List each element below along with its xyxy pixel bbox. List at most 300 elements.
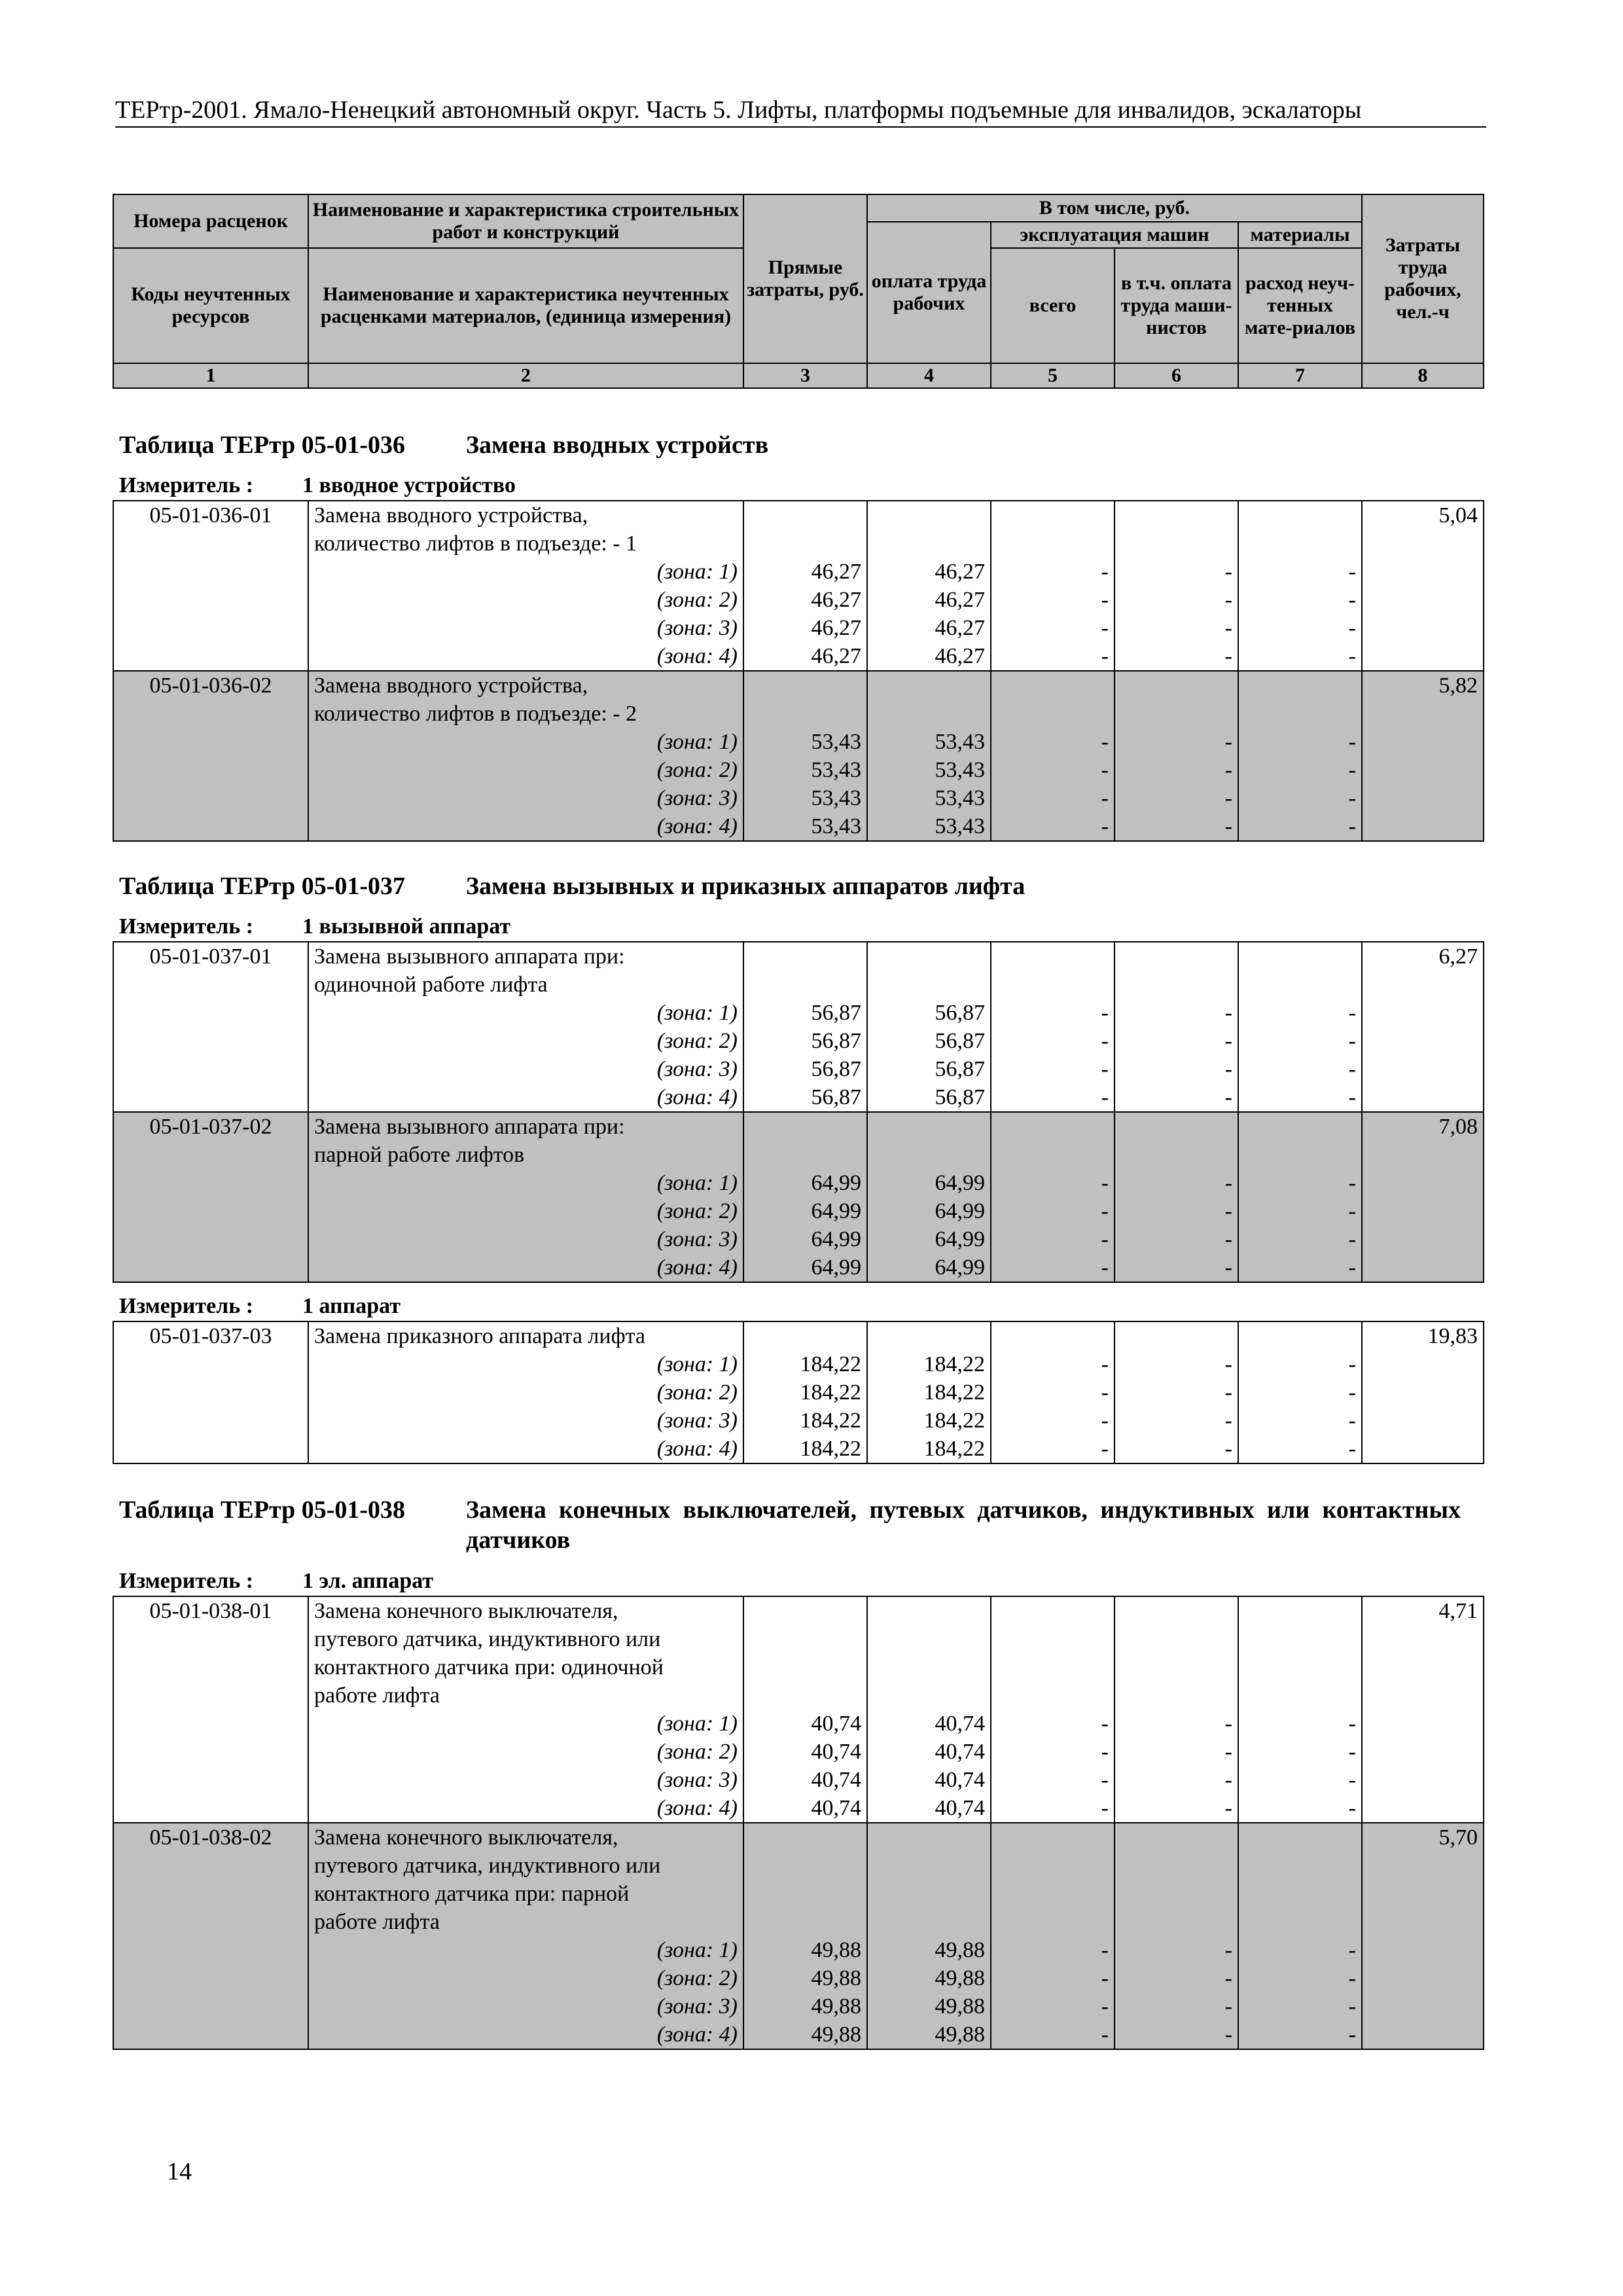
rate-description: путевого датчика, индуктивного или xyxy=(308,1625,743,1653)
direct-cost xyxy=(743,671,867,700)
materials-usage: - xyxy=(1238,784,1362,812)
rate-rows xyxy=(113,500,1484,842)
zone-label: (зона: 4) xyxy=(308,1794,743,1823)
table-name: Замена конечных выключателей, путевых датчиков, индуктивных или контактных датчиков xyxy=(466,1496,1461,1554)
machinist-pay: - xyxy=(1115,999,1238,1027)
labor-hours xyxy=(1362,1378,1484,1407)
zone-row xyxy=(113,1169,1484,1197)
materials-usage xyxy=(1238,671,1362,700)
machinist-pay: - xyxy=(1115,1350,1238,1378)
direct-cost: 56,87 xyxy=(743,1083,867,1112)
machinist-pay: - xyxy=(1115,558,1238,586)
rate-code xyxy=(113,1880,308,1908)
materials-usage: - xyxy=(1238,1083,1362,1112)
labor-pay xyxy=(867,1321,991,1350)
machines-total xyxy=(991,971,1115,999)
direct-cost: 56,87 xyxy=(743,999,867,1027)
zone-label: (зона: 1) xyxy=(308,728,743,756)
machinist-pay: - xyxy=(1115,812,1238,841)
zone-label: (зона: 3) xyxy=(308,1407,743,1435)
materials-usage xyxy=(1238,1596,1362,1625)
materials-usage xyxy=(1238,529,1362,558)
rate-code: 05-01-038-02 xyxy=(113,1823,308,1852)
labor-pay: 46,27 xyxy=(867,642,991,671)
materials-usage xyxy=(1238,1625,1362,1653)
machines-total: - xyxy=(991,1169,1115,1197)
meter-label: Измеритель : xyxy=(119,473,254,497)
zone-row xyxy=(113,1378,1484,1407)
machines-total: - xyxy=(991,586,1115,614)
zone-label: (зона: 1) xyxy=(308,1350,743,1378)
machines-total: - xyxy=(991,1936,1115,1964)
zone-row xyxy=(113,784,1484,812)
zone-label: (зона: 2) xyxy=(308,586,743,614)
rate-table xyxy=(113,1321,1483,1464)
materials-usage xyxy=(1238,1880,1362,1908)
machinist-pay: - xyxy=(1115,1710,1238,1738)
rate-code: 05-01-036-01 xyxy=(113,501,308,529)
direct-cost xyxy=(743,1908,867,1936)
rate-desc-row xyxy=(113,1321,1484,1350)
labor-hours xyxy=(1362,614,1484,642)
materials-usage: - xyxy=(1238,1964,1362,1992)
rate-code xyxy=(113,756,308,784)
labor-pay: 40,74 xyxy=(867,1710,991,1738)
zone-label: (зона: 2) xyxy=(308,756,743,784)
labor-hours: 19,83 xyxy=(1362,1321,1484,1350)
machines-total xyxy=(991,1596,1115,1625)
machines-total: - xyxy=(991,642,1115,671)
labor-hours xyxy=(1362,1625,1484,1653)
labor-hours: 5,82 xyxy=(1362,671,1484,700)
rate-description: парной работе лифтов xyxy=(308,1141,743,1169)
rate-code xyxy=(113,812,308,841)
header-machinist-pay: в т.ч. оплата труда маши-нистов xyxy=(1115,248,1238,363)
header-resource-codes: Коды неучтенных ресурсов xyxy=(113,248,308,363)
machines-total: - xyxy=(991,728,1115,756)
labor-hours xyxy=(1362,700,1484,728)
labor-hours xyxy=(1362,1055,1484,1083)
meter xyxy=(119,1568,433,1594)
machinist-pay xyxy=(1115,942,1238,971)
labor-hours xyxy=(1362,1141,1484,1169)
direct-cost xyxy=(743,700,867,728)
labor-hours xyxy=(1362,971,1484,999)
labor-hours xyxy=(1362,1083,1484,1112)
direct-cost xyxy=(743,1625,867,1653)
labor-hours: 5,04 xyxy=(1362,501,1484,529)
rate-desc-row xyxy=(113,1852,1484,1880)
rate-code: 05-01-037-02 xyxy=(113,1112,308,1141)
materials-usage: - xyxy=(1238,999,1362,1027)
rate-code xyxy=(113,1253,308,1282)
labor-hours: 6,27 xyxy=(1362,942,1484,971)
materials-usage xyxy=(1238,1823,1362,1852)
labor-pay xyxy=(867,971,991,999)
labor-pay: 53,43 xyxy=(867,728,991,756)
rate-description: Замена вызывного аппарата при: xyxy=(308,942,743,971)
table-number: Таблица ТЕРтр 05-01-036 xyxy=(119,431,406,459)
zone-label: (зона: 4) xyxy=(308,1253,743,1282)
machinist-pay: - xyxy=(1115,1225,1238,1253)
machines-total: - xyxy=(991,756,1115,784)
machines-total: - xyxy=(991,1992,1115,2020)
rate-desc-row xyxy=(113,1880,1484,1908)
zone-label: (зона: 3) xyxy=(308,1225,743,1253)
machines-total: - xyxy=(991,1027,1115,1055)
rate-description: Замена вводного устройства, xyxy=(308,501,743,529)
rate-code: 05-01-038-01 xyxy=(113,1596,308,1625)
rate-rows xyxy=(113,941,1484,1283)
zone-label: (зона: 3) xyxy=(308,1992,743,2020)
machinist-pay: - xyxy=(1115,1027,1238,1055)
machines-total: - xyxy=(991,1738,1115,1766)
direct-cost: 46,27 xyxy=(743,558,867,586)
rate-desc-row xyxy=(113,700,1484,728)
machinist-pay: - xyxy=(1115,1197,1238,1225)
machines-total: - xyxy=(991,1350,1115,1378)
zone-row xyxy=(113,728,1484,756)
zone-label: (зона: 4) xyxy=(308,1435,743,1463)
machinist-pay: - xyxy=(1115,1992,1238,2020)
machines-total xyxy=(991,501,1115,529)
materials-usage: - xyxy=(1238,756,1362,784)
zone-row xyxy=(113,756,1484,784)
machinist-pay: - xyxy=(1115,1766,1238,1794)
labor-hours xyxy=(1362,1738,1484,1766)
materials-usage: - xyxy=(1238,1253,1362,1282)
direct-cost: 184,22 xyxy=(743,1407,867,1435)
labor-hours: 7,08 xyxy=(1362,1112,1484,1141)
materials-usage xyxy=(1238,971,1362,999)
meter-unit: 1 эл. аппарат xyxy=(302,1569,434,1593)
labor-hours xyxy=(1362,1253,1484,1282)
labor-pay: 184,22 xyxy=(867,1378,991,1407)
materials-usage: - xyxy=(1238,1936,1362,1964)
machines-total: - xyxy=(991,1435,1115,1463)
zone-row xyxy=(113,586,1484,614)
direct-cost xyxy=(743,501,867,529)
labor-hours xyxy=(1362,1964,1484,1992)
zone-label: (зона: 3) xyxy=(308,784,743,812)
meter-unit: 1 аппарат xyxy=(302,1294,401,1318)
col-number: 6 xyxy=(1115,363,1238,388)
labor-pay: 40,74 xyxy=(867,1794,991,1823)
labor-hours xyxy=(1362,728,1484,756)
machinist-pay: - xyxy=(1115,1738,1238,1766)
table-title xyxy=(119,871,1025,901)
rate-desc-row xyxy=(113,1112,1484,1141)
page-header: ТЕРтр-2001. Ямало-Ненецкий автономный округ. Часть 5. Лифты, платформы подъемные для инвалидов, эскалаторы xyxy=(115,95,1486,128)
materials-usage: - xyxy=(1238,2020,1362,2049)
materials-usage xyxy=(1238,700,1362,728)
materials-usage: - xyxy=(1238,1766,1362,1794)
direct-cost xyxy=(743,529,867,558)
labor-pay xyxy=(867,1141,991,1169)
rate-code xyxy=(113,1681,308,1710)
rate-description: контактного датчика при: одиночной xyxy=(308,1653,743,1681)
rate-code xyxy=(113,1625,308,1653)
direct-cost: 53,43 xyxy=(743,756,867,784)
labor-pay xyxy=(867,1625,991,1653)
zone-row xyxy=(113,1055,1484,1083)
machinist-pay xyxy=(1115,529,1238,558)
labor-pay xyxy=(867,501,991,529)
materials-usage xyxy=(1238,501,1362,529)
direct-cost xyxy=(743,971,867,999)
rate-code xyxy=(113,1908,308,1936)
rate-code xyxy=(113,971,308,999)
labor-pay: 64,99 xyxy=(867,1253,991,1282)
machinist-pay xyxy=(1115,971,1238,999)
meter-label: Измеритель : xyxy=(119,1569,254,1593)
machinist-pay xyxy=(1115,1852,1238,1880)
machines-total xyxy=(991,1681,1115,1710)
rate-desc-row xyxy=(113,1625,1484,1653)
zone-label: (зона: 2) xyxy=(308,1964,743,1992)
zone-row xyxy=(113,1794,1484,1823)
materials-usage: - xyxy=(1238,812,1362,841)
labor-hours xyxy=(1362,1852,1484,1880)
labor-hours xyxy=(1362,1350,1484,1378)
machines-total: - xyxy=(991,1378,1115,1407)
labor-pay: 184,22 xyxy=(867,1407,991,1435)
zone-row xyxy=(113,2020,1484,2049)
labor-hours xyxy=(1362,642,1484,671)
rate-rows xyxy=(113,1321,1484,1464)
zone-label: (зона: 4) xyxy=(308,812,743,841)
labor-hours xyxy=(1362,586,1484,614)
rate-desc-row xyxy=(113,1596,1484,1625)
rate-code xyxy=(113,1794,308,1823)
rate-code xyxy=(113,642,308,671)
labor-hours xyxy=(1362,1794,1484,1823)
labor-hours xyxy=(1362,1197,1484,1225)
rate-code: 05-01-037-01 xyxy=(113,942,308,971)
zone-row xyxy=(113,1225,1484,1253)
materials-usage: - xyxy=(1238,558,1362,586)
machinist-pay: - xyxy=(1115,784,1238,812)
column-header-table xyxy=(113,194,1484,389)
machines-total xyxy=(991,1625,1115,1653)
labor-pay: 40,74 xyxy=(867,1738,991,1766)
machines-total: - xyxy=(991,812,1115,841)
zone-row xyxy=(113,642,1484,671)
labor-hours xyxy=(1362,784,1484,812)
labor-hours xyxy=(1362,812,1484,841)
labor-hours xyxy=(1362,558,1484,586)
materials-usage xyxy=(1238,1852,1362,1880)
labor-pay: 49,88 xyxy=(867,1992,991,2020)
header-materials: материалы xyxy=(1238,222,1362,248)
machines-total: - xyxy=(991,1253,1115,1282)
labor-pay: 53,43 xyxy=(867,812,991,841)
zone-label: (зона: 4) xyxy=(308,1083,743,1112)
direct-cost: 64,99 xyxy=(743,1253,867,1282)
direct-cost: 56,87 xyxy=(743,1055,867,1083)
zone-row xyxy=(113,1083,1484,1112)
direct-cost: 40,74 xyxy=(743,1766,867,1794)
labor-hours xyxy=(1362,1992,1484,2020)
direct-cost: 40,74 xyxy=(743,1710,867,1738)
machines-total: - xyxy=(991,999,1115,1027)
machinist-pay: - xyxy=(1115,1169,1238,1197)
meter xyxy=(119,1293,401,1319)
zone-label: (зона: 2) xyxy=(308,1197,743,1225)
rate-code xyxy=(113,529,308,558)
labor-pay: 64,99 xyxy=(867,1169,991,1197)
direct-cost xyxy=(743,1681,867,1710)
materials-usage: - xyxy=(1238,1169,1362,1197)
zone-label: (зона: 2) xyxy=(308,1027,743,1055)
materials-usage xyxy=(1238,1681,1362,1710)
direct-cost: 49,88 xyxy=(743,2020,867,2049)
header-material-names: Наименование и характеристика неучтенных расценками материалов, (единица измерения) xyxy=(308,248,743,363)
machines-total xyxy=(991,1852,1115,1880)
labor-hours xyxy=(1362,1407,1484,1435)
machinist-pay xyxy=(1115,501,1238,529)
header-direct-costs: Прямые затраты, руб. xyxy=(743,194,867,363)
rate-desc-row xyxy=(113,1681,1484,1710)
zone-label: (зона: 1) xyxy=(308,1169,743,1197)
rate-code xyxy=(113,558,308,586)
col-number: 7 xyxy=(1238,363,1362,388)
rate-code: 05-01-036-02 xyxy=(113,671,308,700)
materials-usage: - xyxy=(1238,1027,1362,1055)
col-number: 5 xyxy=(991,363,1115,388)
zone-label: (зона: 3) xyxy=(308,614,743,642)
machinist-pay xyxy=(1115,1823,1238,1852)
rate-code xyxy=(113,1083,308,1112)
direct-cost: 64,99 xyxy=(743,1169,867,1197)
labor-pay xyxy=(867,1908,991,1936)
materials-usage: - xyxy=(1238,1378,1362,1407)
direct-cost xyxy=(743,1653,867,1681)
labor-pay: 53,43 xyxy=(867,784,991,812)
meter-unit: 1 вводное устройство xyxy=(302,473,516,497)
labor-hours xyxy=(1362,756,1484,784)
direct-cost xyxy=(743,1596,867,1625)
machines-total xyxy=(991,1141,1115,1169)
col-number: 1 xyxy=(113,363,308,388)
zone-row xyxy=(113,1253,1484,1282)
labor-pay: 56,87 xyxy=(867,1055,991,1083)
labor-hours xyxy=(1362,1936,1484,1964)
labor-hours xyxy=(1362,1027,1484,1055)
header-labor-hours: Затраты труда рабочих, чел.-ч xyxy=(1362,194,1484,363)
rate-rows xyxy=(113,1596,1484,2050)
materials-usage xyxy=(1238,1321,1362,1350)
labor-pay xyxy=(867,1852,991,1880)
machinist-pay xyxy=(1115,1880,1238,1908)
machinist-pay xyxy=(1115,1321,1238,1350)
direct-cost: 40,74 xyxy=(743,1738,867,1766)
labor-pay xyxy=(867,1112,991,1141)
col-number: 3 xyxy=(743,363,867,388)
labor-hours xyxy=(1362,529,1484,558)
machinist-pay xyxy=(1115,1141,1238,1169)
machines-total: - xyxy=(991,784,1115,812)
labor-pay: 46,27 xyxy=(867,558,991,586)
machinist-pay: - xyxy=(1115,2020,1238,2049)
materials-usage: - xyxy=(1238,1710,1362,1738)
header-materials-usage: расход неуч-тенных мате-риалов xyxy=(1238,248,1362,363)
direct-cost: 46,27 xyxy=(743,642,867,671)
labor-hours xyxy=(1362,999,1484,1027)
labor-hours: 5,70 xyxy=(1362,1823,1484,1852)
zone-row xyxy=(113,999,1484,1027)
machinist-pay xyxy=(1115,1625,1238,1653)
page-number: 14 xyxy=(167,2158,192,2185)
materials-usage: - xyxy=(1238,1435,1362,1463)
rate-code xyxy=(113,586,308,614)
machinist-pay: - xyxy=(1115,1794,1238,1823)
labor-pay: 56,87 xyxy=(867,999,991,1027)
labor-pay xyxy=(867,1681,991,1710)
direct-cost: 46,27 xyxy=(743,586,867,614)
rate-description: работе лифта xyxy=(308,1681,743,1710)
col-number: 8 xyxy=(1362,363,1484,388)
materials-usage: - xyxy=(1238,642,1362,671)
machines-total xyxy=(991,942,1115,971)
materials-usage xyxy=(1238,1141,1362,1169)
rate-code xyxy=(113,1407,308,1435)
direct-cost xyxy=(743,1880,867,1908)
zone-row xyxy=(113,1197,1484,1225)
rate-code xyxy=(113,728,308,756)
rate-code xyxy=(113,700,308,728)
machinist-pay: - xyxy=(1115,1936,1238,1964)
rate-desc-row xyxy=(113,942,1484,971)
rate-code xyxy=(113,1992,308,2020)
zone-label: (зона: 2) xyxy=(308,1738,743,1766)
table-title xyxy=(119,1495,1461,1555)
machines-total: - xyxy=(991,1407,1115,1435)
machines-total: - xyxy=(991,1055,1115,1083)
zone-label: (зона: 1) xyxy=(308,999,743,1027)
labor-pay: 64,99 xyxy=(867,1197,991,1225)
zone-row xyxy=(113,1738,1484,1766)
rate-code xyxy=(113,1766,308,1794)
machines-total: - xyxy=(991,1225,1115,1253)
col-number: 4 xyxy=(867,363,991,388)
zone-label: (зона: 1) xyxy=(308,1710,743,1738)
machinist-pay xyxy=(1115,1596,1238,1625)
materials-usage: - xyxy=(1238,1350,1362,1378)
rate-code xyxy=(113,1197,308,1225)
rate-code xyxy=(113,1141,308,1169)
rate-code xyxy=(113,2020,308,2049)
zone-row xyxy=(113,1964,1484,1992)
machinist-pay: - xyxy=(1115,1407,1238,1435)
table-title xyxy=(119,430,768,460)
machines-total: - xyxy=(991,1964,1115,1992)
labor-pay: 46,27 xyxy=(867,586,991,614)
table-number: Таблица ТЕРтр 05-01-037 xyxy=(119,872,406,900)
machines-total xyxy=(991,671,1115,700)
materials-usage: - xyxy=(1238,586,1362,614)
zone-row xyxy=(113,812,1484,841)
machinist-pay: - xyxy=(1115,1055,1238,1083)
table-name: Замена вводных устройств xyxy=(466,431,769,459)
labor-pay: 53,43 xyxy=(867,756,991,784)
zone-row xyxy=(113,1766,1484,1794)
direct-cost xyxy=(743,1321,867,1350)
rate-code xyxy=(113,1169,308,1197)
machines-total: - xyxy=(991,1083,1115,1112)
labor-pay xyxy=(867,1653,991,1681)
rate-description: Замена приказного аппарата лифта xyxy=(308,1321,743,1350)
